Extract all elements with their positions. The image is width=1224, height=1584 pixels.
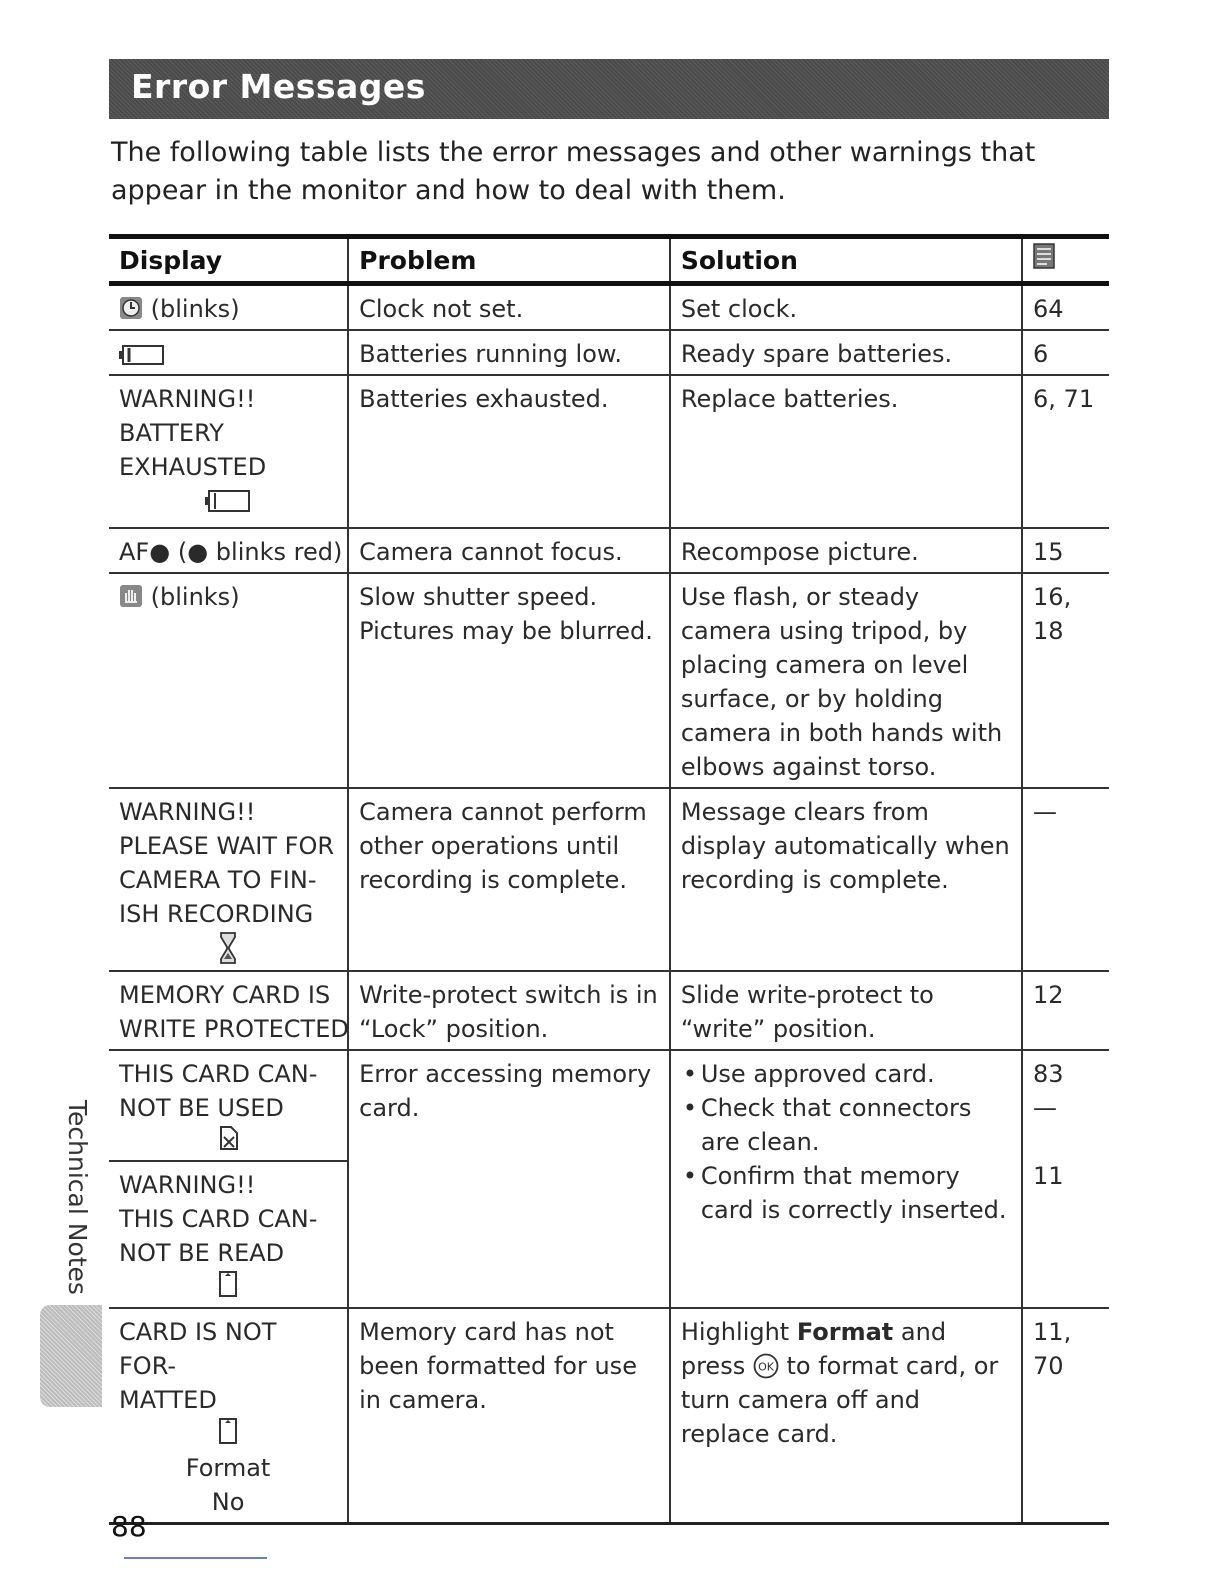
display-line: WRITE PROTECTED — [119, 1015, 349, 1043]
header-display: Display — [109, 237, 348, 284]
menu-option: Format — [185, 1454, 271, 1482]
display-line: EXHAUSTED — [119, 453, 267, 481]
problem-cell: Memory card has not been formatted for use in camera. — [348, 1308, 670, 1524]
display-line: WARNING!! — [119, 798, 256, 826]
header-solution: Solution — [670, 237, 1022, 284]
display-line: PLEASE WAIT FOR — [119, 832, 335, 860]
display-line: THIS CARD CAN- — [119, 1060, 318, 1088]
table-row — [109, 375, 1109, 528]
clock-icon — [119, 296, 143, 320]
menu-option: No — [211, 1488, 245, 1516]
solution-cell: Slide write-protect to “write” position. — [670, 971, 1022, 1050]
display-cell — [109, 788, 348, 971]
display-line: CAMERA TO FIN- — [119, 866, 317, 894]
display-line: CARD IS NOT FOR- — [119, 1318, 277, 1380]
page-cell: — — [1022, 788, 1109, 971]
header-page — [1022, 237, 1109, 284]
list-item: • Check that connectors are clean. — [681, 1091, 1011, 1159]
page-ref-icon — [1033, 243, 1055, 269]
display-cell — [109, 528, 348, 573]
display-line: ISH RECORDING — [119, 900, 314, 928]
solution-cell — [670, 1308, 1022, 1524]
display-line: WARNING!! — [119, 385, 256, 413]
solution-text: Highlight — [680, 1318, 797, 1346]
display-line: THIS CARD CAN- — [119, 1205, 318, 1233]
page-cell: 15 — [1022, 528, 1109, 573]
display-line: MATTED — [119, 1386, 217, 1414]
display-line: BATTERY — [119, 419, 224, 447]
page-cell — [1022, 1050, 1109, 1308]
display-text: AF — [119, 538, 150, 566]
solution-cell: Recompose picture. — [670, 528, 1022, 573]
page-cell: 16, 18 — [1022, 573, 1109, 788]
display-line: MEMORY CARD IS — [119, 981, 331, 1009]
display-line: NOT BE READ — [119, 1239, 285, 1267]
solution-text: and press — [680, 1318, 947, 1380]
card-unreadable-icon — [217, 1270, 239, 1298]
solution-cell: Message clears from display automatically when recording is complete. — [670, 788, 1022, 971]
list-item: • Confirm that memory card is correctly inserted. — [681, 1159, 1011, 1227]
display-cell — [109, 1308, 348, 1524]
battery-low-icon — [119, 344, 165, 366]
display-line: NOT BE USED — [119, 1094, 284, 1122]
display-text: (blinks) — [150, 583, 240, 611]
page-cell: 6, 71 — [1022, 375, 1109, 528]
problem-cell: Slow shutter speed. Pictures may be blurred. — [348, 573, 670, 788]
table-row — [109, 330, 1109, 375]
solution-cell: Set clock. — [670, 284, 1022, 331]
problem-cell: Write-protect switch is in “Lock” position. — [348, 971, 670, 1050]
side-tab-text: Technical Notes — [63, 1100, 92, 1295]
table-row — [109, 788, 1109, 971]
svg-text:OK: OK — [757, 1360, 774, 1374]
table-row — [109, 573, 1109, 788]
problem-cell: Batteries running low. — [348, 330, 670, 375]
display-cell — [109, 330, 348, 375]
ok-button-icon — [753, 1353, 779, 1379]
error-messages-table — [109, 234, 1109, 1525]
display-text: (blinks) — [150, 295, 240, 323]
display-cell — [109, 971, 348, 1050]
page-ref: 83 — [1033, 1060, 1064, 1088]
page-cell: 11, 70 — [1022, 1308, 1109, 1524]
solution-cell: Use flash, or steady camera using tripod, by placing camera on level surface, or by holding camera in both hands with elbows against torso. — [670, 573, 1022, 788]
solution-cell — [670, 1050, 1022, 1308]
table-row — [109, 971, 1109, 1050]
list-item: • Use approved card. — [681, 1057, 1011, 1091]
display-cell — [109, 573, 348, 788]
section-banner — [109, 59, 1109, 119]
battery-empty-icon — [205, 489, 251, 513]
page-ref: — — [1033, 1094, 1058, 1122]
format-label: Format — [796, 1318, 894, 1346]
solution-list — [681, 1057, 1011, 1227]
table-row — [109, 528, 1109, 573]
intro-paragraph: The following table lists the error messages and other warnings that appear in the monitor and how to deal with them. — [111, 137, 1036, 206]
card-unformatted-icon — [217, 1417, 239, 1445]
problem-cell: Clock not set. — [348, 284, 670, 331]
footer-rule — [124, 1557, 267, 1559]
page-ref: 11 — [1033, 1162, 1064, 1190]
camera-shake-icon — [119, 584, 143, 608]
display-text: ( — [177, 538, 188, 566]
solution-cell: Ready spare batteries. — [670, 330, 1022, 375]
page-cell: 6 — [1022, 330, 1109, 375]
focus-dot-icon: ● — [149, 538, 171, 566]
display-cell — [109, 1050, 348, 1308]
page-title: Error Messages — [131, 67, 426, 106]
solution-cell: Replace batteries. — [670, 375, 1022, 528]
problem-cell: Camera cannot perform other operations until recording is complete. — [348, 788, 670, 971]
display-text: blinks red) — [215, 538, 343, 566]
display-cell — [109, 284, 348, 331]
section-side-label — [60, 1100, 100, 1295]
page-number: 88 — [111, 1510, 147, 1543]
display-line: WARNING!! — [119, 1171, 256, 1199]
problem-cell: Camera cannot focus. — [348, 528, 670, 573]
problem-cell: Batteries exhausted. — [348, 375, 670, 528]
page-cell: 12 — [1022, 971, 1109, 1050]
focus-dot-icon: ● — [187, 538, 209, 566]
hourglass-icon — [219, 931, 237, 965]
card-error-icon — [217, 1125, 239, 1151]
display-cell — [109, 375, 348, 528]
header-problem: Problem — [348, 237, 670, 284]
section-tab-marker — [40, 1305, 102, 1407]
solution-text: to format card, or turn camera off and replace card. — [680, 1352, 999, 1448]
page-cell: 64 — [1022, 284, 1109, 331]
table-row — [109, 1050, 1109, 1308]
table-row — [109, 284, 1109, 331]
problem-cell: Error accessing memory card. — [348, 1050, 670, 1308]
table-row — [109, 1308, 1109, 1524]
table-header-row — [109, 237, 1109, 284]
